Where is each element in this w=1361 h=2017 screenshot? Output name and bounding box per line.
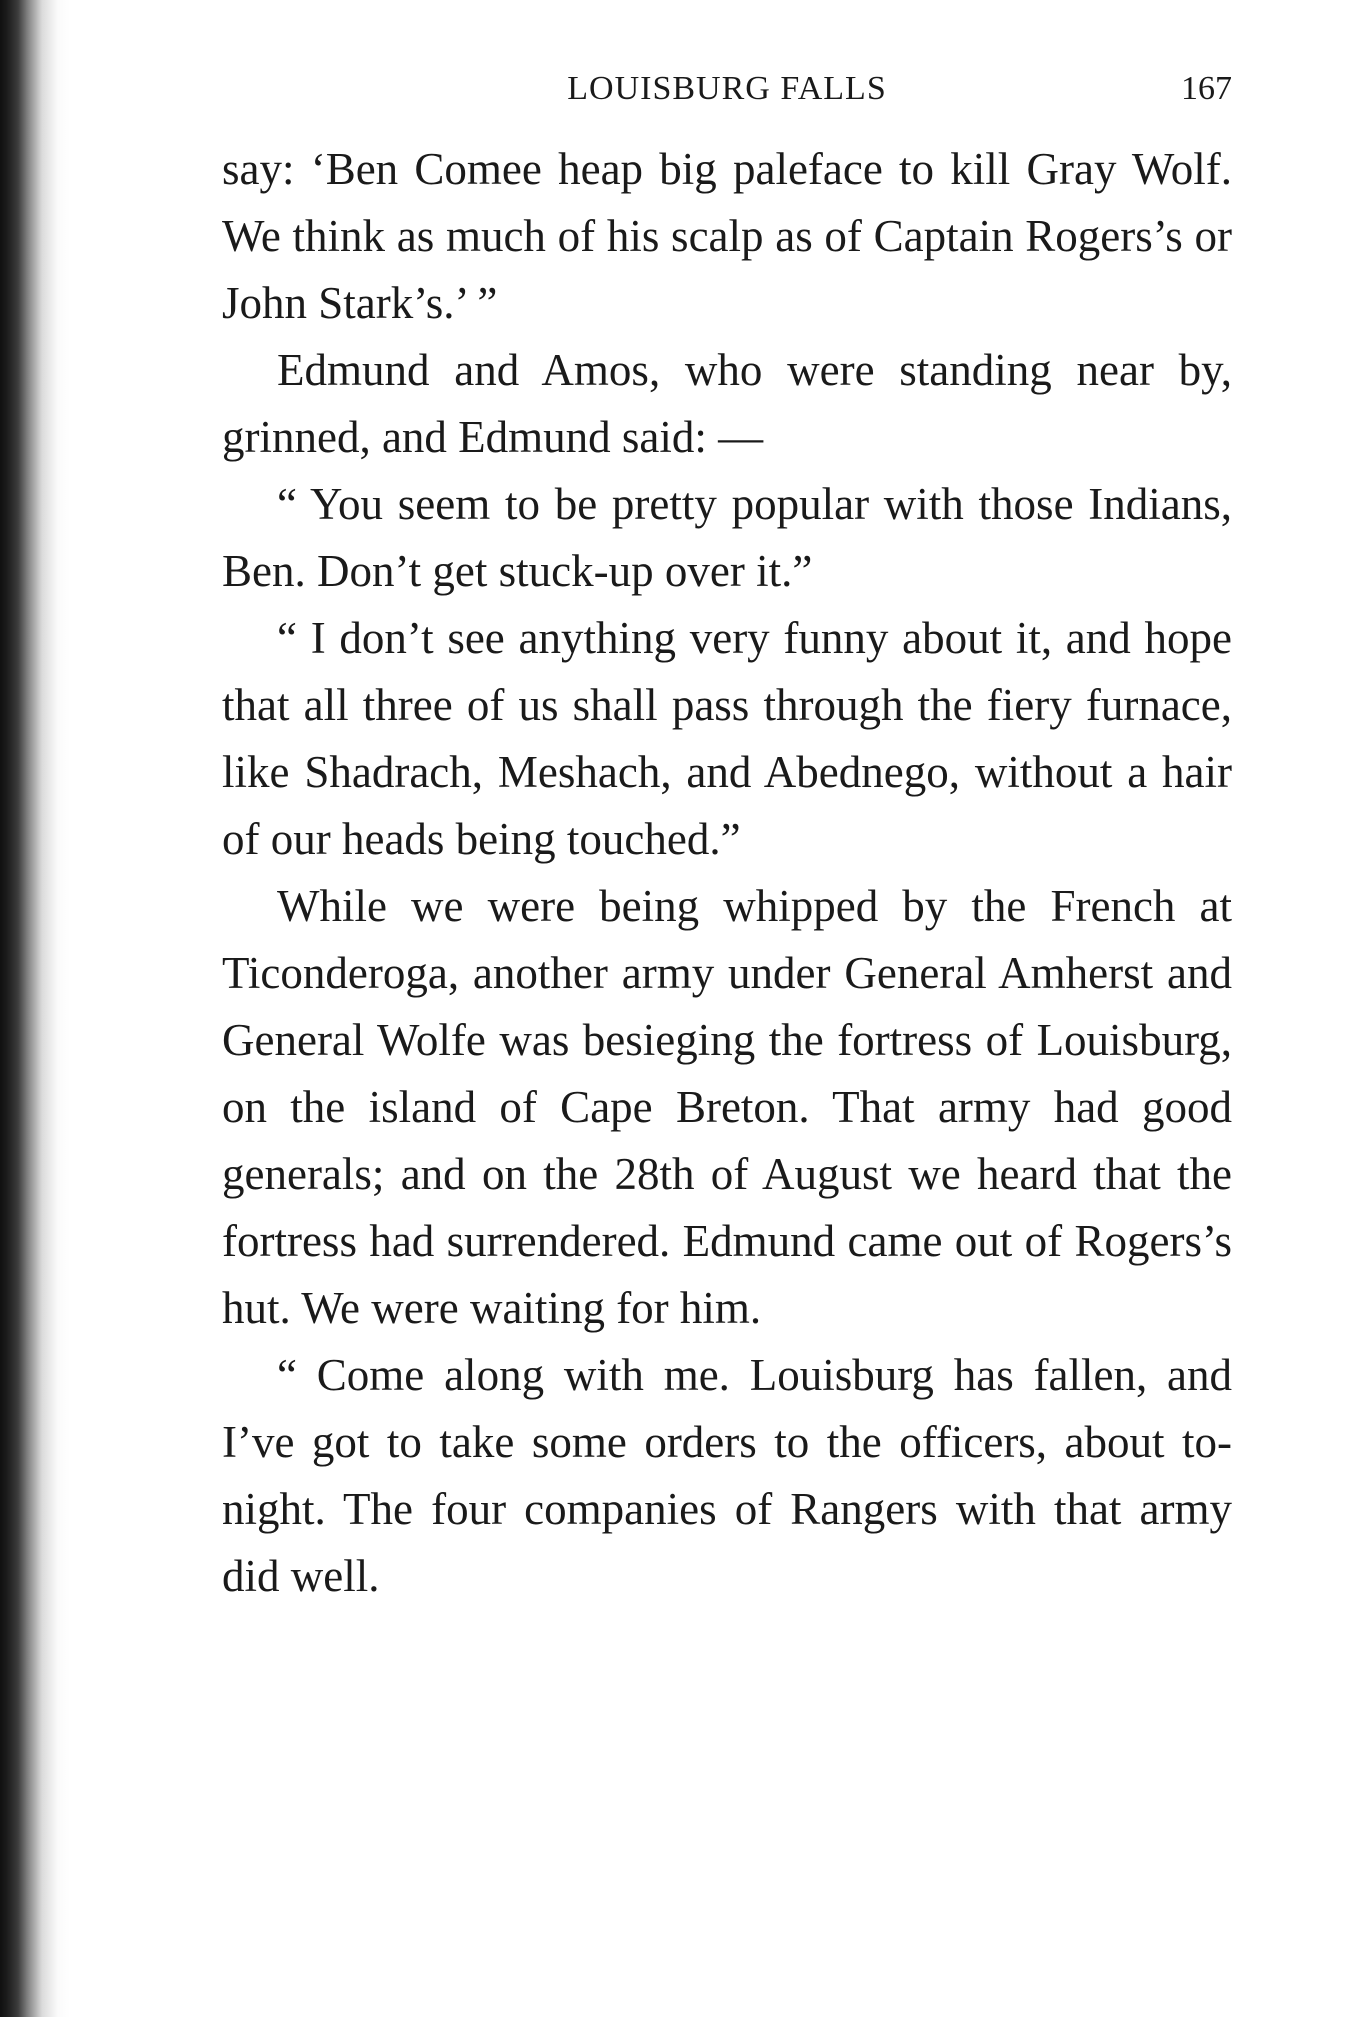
running-title: LOUISBURG FALLS (567, 70, 887, 107)
paragraph-3: “ You seem to be pretty popular with those Indians, Ben. Don’t get stuck-up over it.” (222, 479, 1232, 596)
paragraph-1: say: ‘Ben Comee heap big paleface to kill Gray Wolf. We think as much of his scalp as of Captain Rogers’s or John Stark’s.’ ” (222, 144, 1232, 328)
paragraph-2: Edmund and Amos, who were standing near by, grinned, and Edmund said: — (222, 345, 1232, 462)
page-number: 167 (1181, 70, 1232, 107)
paragraph-6: “ Come along with me. Louisburg has fallen, and I’ve got to take some orders to the officers, about to-night. The four companies of Rangers with that army did well. (222, 1350, 1232, 1601)
paragraph-5: While we were being whipped by the French at Ticonderoga, another army under General Amherst and General Wolfe was besieging the fortress of Louisburg, on the island of Cape Breton. That army had good generals; and on the 28th of August we heard that the fortress had surrendered. Edmund came out of Rogers’s hut. We were waiting for him. (222, 881, 1232, 1333)
paragraph-4: “ I don’t see anything very funny about it, and hope that all three of us shall pass through the fiery furnace, like Shadrach, Meshach, and Abednego, without a hair of our heads being touched.” (222, 613, 1232, 864)
book-page (222, 60, 1232, 1960)
running-head (222, 60, 1232, 130)
book-spine-shadow (0, 0, 70, 2017)
body-text (222, 136, 1232, 1610)
